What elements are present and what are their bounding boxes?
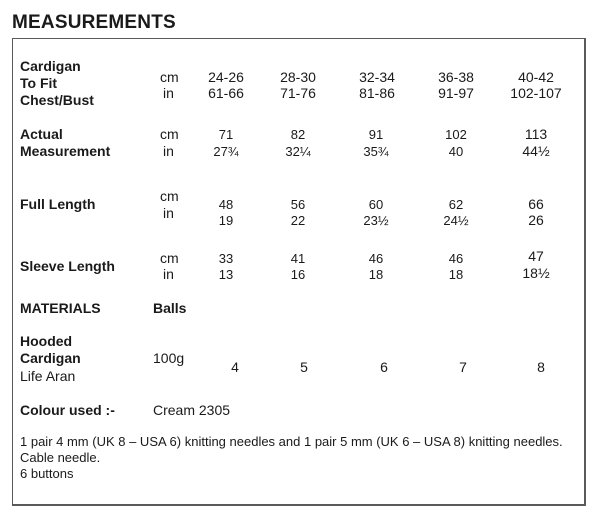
- full-length-in-1: 19: [218, 213, 234, 228]
- sleeve-length-label: Sleeve Length: [20, 258, 115, 274]
- balls-size-4: 7: [459, 359, 467, 375]
- balls-size-1: 4: [231, 359, 239, 375]
- full-length-cm-4: 62: [448, 197, 464, 212]
- full-length-in-4: 24½: [443, 213, 469, 228]
- sleeve-length-unit-cm: cm: [160, 250, 179, 266]
- full-length-in-2: 22: [290, 213, 306, 228]
- sleeve-length-in-1: 13: [218, 267, 234, 282]
- chest-unit-cm: cm: [160, 69, 179, 85]
- sleeve-length-cm-5: 47: [528, 248, 544, 264]
- sleeve-length-unit-in: in: [163, 266, 174, 282]
- page-title: MEASUREMENTS: [12, 12, 176, 33]
- ball-weight: 100g: [153, 350, 185, 366]
- full-length-unit-in: in: [163, 205, 174, 221]
- buttons-note: 6 buttons: [20, 466, 74, 481]
- yarn-name: Life Aran: [20, 368, 76, 384]
- full-length-in-3: 23½: [363, 213, 389, 228]
- chest-in-4: 91-97: [438, 85, 474, 101]
- balls-heading: Balls: [153, 300, 187, 316]
- materials-heading: MATERIALS: [20, 300, 101, 316]
- cable-needle-note: Cable needle.: [20, 450, 101, 465]
- actual-measurement-label: Actual Measurement: [20, 126, 111, 159]
- chest-cm-2: 28-30: [280, 69, 316, 85]
- full-length-cm-2: 56: [290, 197, 306, 212]
- sleeve-length-cm-2: 41: [290, 251, 306, 266]
- chest-cm-3: 32-34: [359, 69, 395, 85]
- sleeve-length-in-4: 18: [448, 267, 464, 282]
- actual-cm-1: 71: [218, 127, 234, 142]
- actual-cm-5: 113: [524, 126, 548, 142]
- chest-in-3: 81-86: [359, 85, 395, 101]
- sleeve-length-in-2: 16: [290, 267, 306, 282]
- chest-unit-in: in: [163, 85, 174, 101]
- actual-in-3: 35¾: [363, 144, 389, 159]
- full-length-in-5: 26: [528, 212, 544, 228]
- full-length-cm-3: 60: [368, 197, 384, 212]
- chest-in-5: 102-107: [510, 85, 562, 101]
- actual-cm-2: 82: [290, 127, 306, 142]
- full-length-label: Full Length: [20, 196, 96, 212]
- sleeve-length-cm-1: 33: [218, 251, 234, 266]
- balls-size-5: 8: [537, 359, 545, 375]
- chest-label: Cardigan To Fit Chest/Bust: [20, 58, 94, 108]
- actual-in-5: 44½: [522, 143, 550, 159]
- sleeve-length-in-3: 18: [368, 267, 384, 282]
- hooded-cardigan-label: Hooded Cardigan: [20, 333, 81, 366]
- actual-in-2: 32¼: [285, 144, 311, 159]
- sleeve-length-cm-3: 46: [368, 251, 384, 266]
- full-length-cm-5: 66: [528, 196, 544, 212]
- actual-cm-4: 102: [445, 127, 467, 142]
- balls-size-3: 6: [380, 359, 388, 375]
- sleeve-length-cm-4: 46: [448, 251, 464, 266]
- actual-unit-in: in: [163, 143, 174, 159]
- colour-value: Cream 2305: [153, 402, 231, 418]
- actual-cm-3: 91: [368, 127, 384, 142]
- actual-in-1: 27¾: [213, 144, 239, 159]
- chest-cm-1: 24-26: [208, 69, 244, 85]
- chest-in-2: 71-76: [280, 85, 316, 101]
- full-length-cm-1: 48: [218, 197, 234, 212]
- chest-in-1: 61-66: [208, 85, 244, 101]
- actual-unit-cm: cm: [160, 126, 179, 142]
- sleeve-length-in-5: 18½: [522, 265, 550, 281]
- balls-size-2: 5: [300, 359, 308, 375]
- actual-in-4: 40: [448, 144, 464, 159]
- chest-cm-4: 36-38: [438, 69, 474, 85]
- chest-cm-5: 40-42: [518, 69, 554, 85]
- needles-note: 1 pair 4 mm (UK 8 – USA 6) knitting needles and 1 pair 5 mm (UK 6 – USA 8) knitting needles.: [20, 434, 563, 449]
- colour-used-label: Colour used :-: [20, 402, 115, 418]
- full-length-unit-cm: cm: [160, 188, 179, 204]
